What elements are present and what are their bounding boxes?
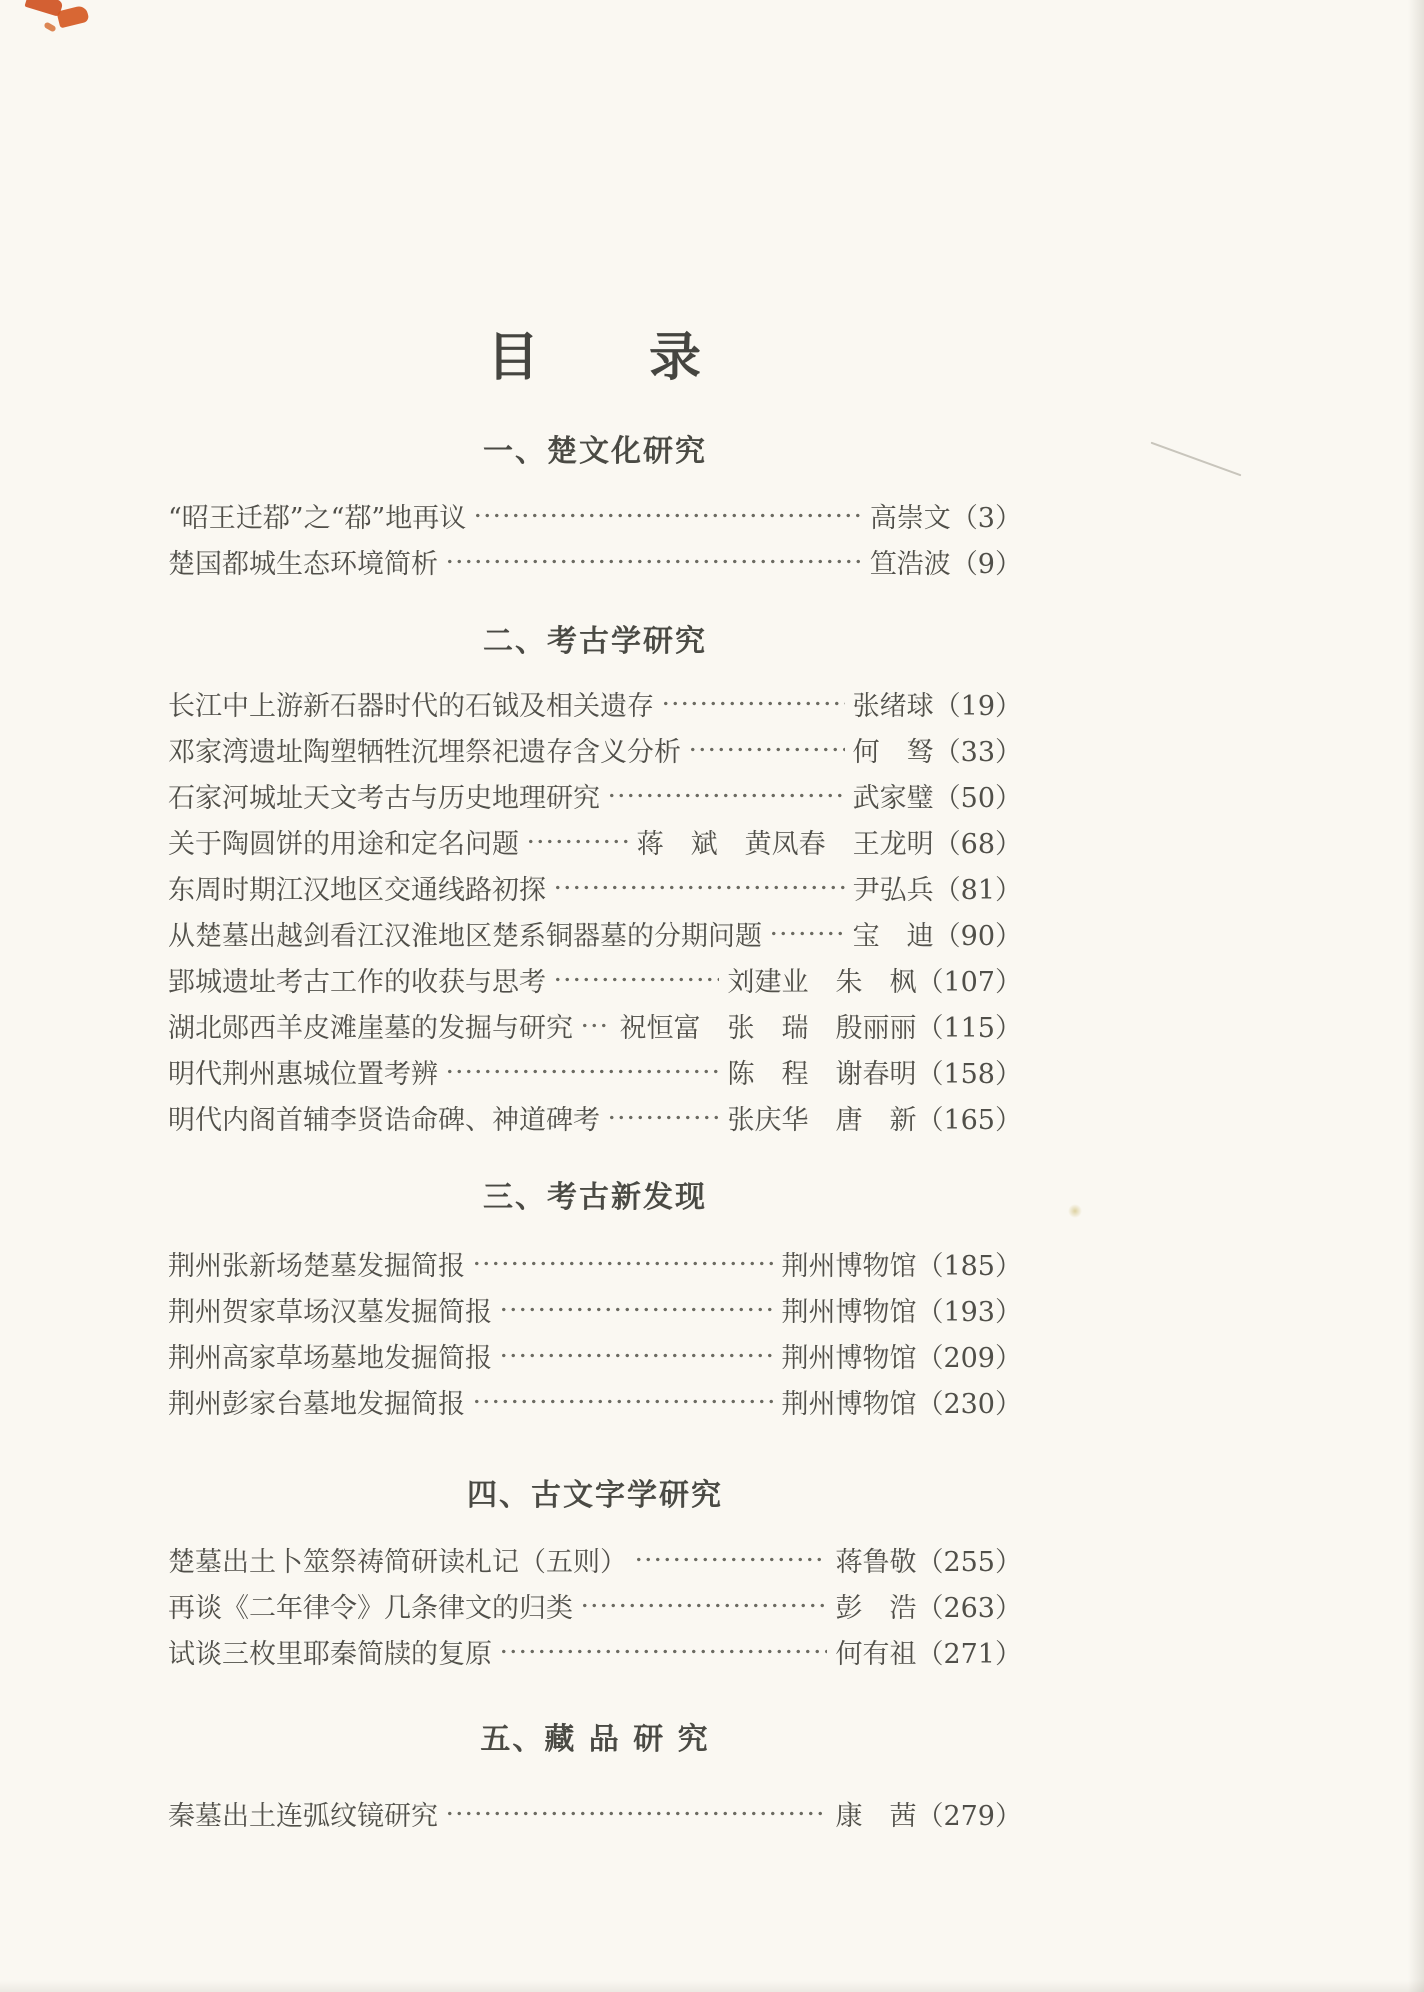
- entry-authors: 武家璧: [852, 782, 934, 814]
- entry-page-number: （107）: [916, 966, 1022, 998]
- section-heading: 三、考古新发现: [483, 1180, 707, 1215]
- toc-content: [168, 0, 1022, 1836]
- section-entries: [168, 1790, 1022, 1836]
- toc-entry: [168, 1094, 1022, 1140]
- page-title: 目 录: [486, 327, 703, 388]
- toc-entry: [168, 538, 1022, 584]
- section-entries: [168, 680, 1022, 1140]
- dot-leader: [470, 1378, 773, 1424]
- entry-authors: 蒋 斌 黄凤春 王龙明: [636, 828, 934, 860]
- scan-edge-shadow: [1408, 0, 1424, 1992]
- entry-page-number: （33）: [933, 736, 1022, 768]
- entry-title: 邓家湾遗址陶塑牺牲沉埋祭祀遗存含义分析: [168, 736, 681, 768]
- toc-section-new-discoveries: [168, 1180, 1022, 1424]
- entry-authors: 康 茜: [835, 1800, 917, 1832]
- toc-entry: [168, 726, 1022, 772]
- section-entries: [168, 492, 1022, 584]
- toc-section-archaeology: [168, 624, 1022, 1140]
- entry-authors: 张绪球: [852, 690, 934, 722]
- toc-entry: [168, 1536, 1022, 1582]
- entry-title: 长江中上游新石器时代的石钺及相关遗存: [168, 690, 654, 722]
- toc-entry: [168, 772, 1022, 818]
- toc-entry: [168, 1240, 1022, 1286]
- entry-title: 东周时期江汉地区交通线路初探: [168, 874, 546, 906]
- entry-authors: 尹弘兵: [852, 874, 934, 906]
- dot-leader: [686, 726, 845, 772]
- toc-entry: [168, 1332, 1022, 1378]
- toc-entry: [168, 1286, 1022, 1332]
- dot-leader: [497, 1628, 827, 1674]
- entry-page-number: （19）: [933, 690, 1022, 722]
- toc-entry: [168, 1002, 1022, 1048]
- section-entries: [168, 1240, 1022, 1424]
- entry-title: 荆州高家草场墓地发掘简报: [168, 1342, 492, 1374]
- dot-leader: [497, 1332, 773, 1378]
- entry-page-number: （81）: [933, 874, 1022, 906]
- toc-section-collection-studies: [168, 1722, 1022, 1836]
- entry-page-number: （230）: [916, 1388, 1022, 1420]
- entry-page-number: （209）: [916, 1342, 1022, 1374]
- entry-authors: 荆州博物馆: [781, 1296, 917, 1328]
- toc-section-chu-culture: [168, 434, 1022, 584]
- section-entries: [168, 1536, 1022, 1674]
- entry-page-number: （185）: [916, 1250, 1022, 1282]
- entry-authors: 何有祖: [835, 1638, 917, 1670]
- entry-authors: 荆州博物馆: [781, 1342, 917, 1374]
- entry-page-number: （3）: [950, 502, 1022, 534]
- dot-leader: [578, 1582, 827, 1628]
- entry-page-number: （9）: [950, 548, 1022, 580]
- toc-entry: [168, 956, 1022, 1002]
- dot-leader: [443, 1048, 719, 1094]
- entry-title: 试谈三枚里耶秦简牍的复原: [168, 1638, 492, 1670]
- dot-leader: [443, 538, 862, 584]
- dot-leader: [470, 1240, 773, 1286]
- entry-authors: 笪浩波: [869, 548, 951, 580]
- entry-page-number: （158）: [916, 1058, 1022, 1090]
- dot-leader: [443, 1790, 827, 1836]
- scan-speck: [1068, 1204, 1082, 1218]
- entry-page-number: （50）: [933, 782, 1022, 814]
- entry-title: 郢城遗址考古工作的收获与思考: [168, 966, 546, 998]
- scan-scratch-mark: [1151, 442, 1242, 477]
- dot-leader: [578, 1002, 611, 1048]
- entry-page-number: （271）: [916, 1638, 1022, 1670]
- scan-ink-stain: [43, 21, 56, 32]
- entry-title: 关于陶圆饼的用途和定名问题: [168, 828, 519, 860]
- toc-entry: [168, 1378, 1022, 1424]
- toc-entry: [168, 910, 1022, 956]
- dot-leader: [605, 772, 845, 818]
- entry-title: 从楚墓出越剑看江汉淮地区楚系铜器墓的分期问题: [168, 920, 762, 952]
- entry-authors: 高崇文: [869, 502, 951, 534]
- entry-authors: 宝 迪: [852, 920, 934, 952]
- section-heading: 一、楚文化研究: [483, 434, 707, 469]
- dot-leader: [659, 680, 845, 726]
- dot-leader: [767, 910, 845, 956]
- entry-page-number: （115）: [916, 1012, 1022, 1044]
- toc-entry: [168, 1628, 1022, 1674]
- dot-leader: [524, 818, 629, 864]
- toc-entry: [168, 1048, 1022, 1094]
- entry-title: 荆州张新场楚墓发掘简报: [168, 1250, 465, 1282]
- entry-authors: 荆州博物馆: [781, 1388, 917, 1420]
- toc-entry: [168, 1790, 1022, 1836]
- entry-authors: 荆州博物馆: [781, 1250, 917, 1282]
- entry-page-number: （279）: [916, 1800, 1022, 1832]
- toc-entry: [168, 680, 1022, 726]
- entry-title: 再谈《二年律令》几条律文的归类: [168, 1592, 573, 1624]
- entry-title: 石家河城址天文考古与历史地理研究: [168, 782, 600, 814]
- entry-title: 荆州贺家草场汉墓发掘简报: [168, 1296, 492, 1328]
- entry-title: “昭王迁鄀”之“鄀”地再议: [168, 502, 467, 534]
- entry-page-number: （255）: [916, 1546, 1022, 1578]
- dot-leader: [551, 956, 719, 1002]
- dot-leader: [605, 1094, 719, 1140]
- dot-leader: [551, 864, 845, 910]
- entry-page-number: （90）: [933, 920, 1022, 952]
- entry-authors: 蒋鲁敬: [835, 1546, 917, 1578]
- entry-page-number: （263）: [916, 1592, 1022, 1624]
- entry-page-number: （193）: [916, 1296, 1022, 1328]
- dot-leader: [632, 1536, 827, 1582]
- section-heading: 五、藏 品 研 究: [480, 1722, 710, 1757]
- entry-authors: 陈 程 谢春明: [727, 1058, 917, 1090]
- toc-entry: [168, 864, 1022, 910]
- dot-leader: [497, 1286, 773, 1332]
- entry-title: 秦墓出土连弧纹镜研究: [168, 1800, 438, 1832]
- entry-title: 楚墓出土卜筮祭祷简研读札记（五则）: [168, 1546, 627, 1578]
- toc-section-paleography: [168, 1478, 1022, 1674]
- toc-entry: [168, 818, 1022, 864]
- entry-authors: 张庆华 唐 新: [727, 1104, 917, 1136]
- entry-authors: 刘建业 朱 枫: [727, 966, 917, 998]
- toc-entry: [168, 492, 1022, 538]
- entry-authors: 何 驽: [852, 736, 934, 768]
- entry-title: 荆州彭家台墓地发掘简报: [168, 1388, 465, 1420]
- entry-page-number: （165）: [916, 1104, 1022, 1136]
- toc-entry: [168, 1582, 1022, 1628]
- section-heading: 四、古文字学研究: [467, 1478, 723, 1513]
- entry-title: 明代荆州惠城位置考辨: [168, 1058, 438, 1090]
- entry-title: 楚国都城生态环境简析: [168, 548, 438, 580]
- entry-authors: 彭 浩: [835, 1592, 917, 1624]
- entry-authors: 祝恒富 张 瑞 殷丽丽: [619, 1012, 917, 1044]
- scan-edge-shadow: [0, 1980, 1424, 1992]
- entry-title: 明代内阁首辅李贤诰命碑、神道碑考: [168, 1104, 600, 1136]
- entry-title: 湖北郧西羊皮滩崖墓的发掘与研究: [168, 1012, 573, 1044]
- dot-leader: [471, 492, 862, 538]
- entry-page-number: （68）: [933, 828, 1022, 860]
- section-heading: 二、考古学研究: [483, 624, 707, 659]
